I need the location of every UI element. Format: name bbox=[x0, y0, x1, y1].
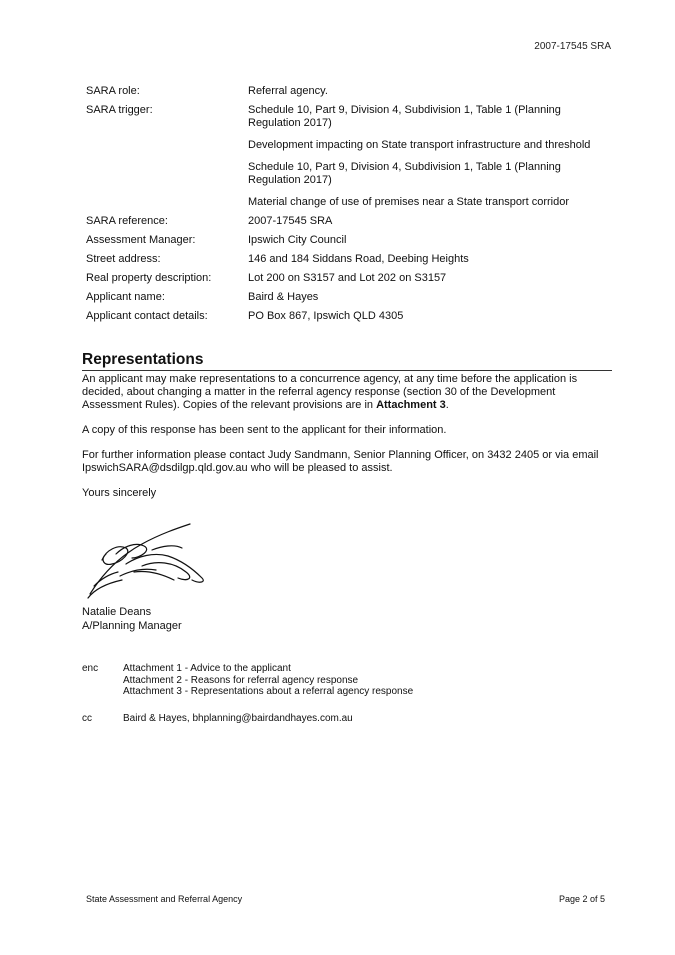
enclosures bbox=[82, 663, 413, 698]
enclosure-item: Attachment 2 - Reasons for referral agency response bbox=[123, 674, 359, 686]
section-heading: Representations bbox=[82, 350, 612, 371]
detail-value: 2007-17545 SRA bbox=[248, 215, 333, 227]
closing-salutation: Yours sincerely bbox=[82, 487, 157, 499]
detail-label: SARA reference: bbox=[86, 215, 168, 227]
detail-value: Referral agency. bbox=[248, 85, 328, 97]
detail-value: Schedule 10, Part 9, Division 4, Subdivision 1, Table 1 (Planning Regulation 2017) bbox=[248, 161, 561, 186]
handwritten-signature bbox=[82, 520, 212, 602]
detail-label: Applicant contact details: bbox=[86, 310, 208, 322]
detail-row-role bbox=[86, 85, 616, 98]
footer-agency: State Assessment and Referral Agency bbox=[86, 894, 243, 904]
detail-value: Material change of use of premises near a State transport corridor bbox=[248, 196, 569, 208]
attachment-reference: Attachment 3 bbox=[376, 399, 446, 411]
detail-row-reference bbox=[86, 215, 616, 228]
representations-paragraph: An applicant may make representations to a concurrence agency, at any time before the application is decided, about changing a matter in the referral agency response (section 30 of the Development Assessment Rules). Copies of the relevant provisions are in Attachment 3. bbox=[82, 373, 578, 411]
contact-paragraph: For further information please contact Judy Sandmann, Senior Planning Officer, on 3432 2405 or via email IpswichSARA@dsdilgp.qld.gov.au who will be pleased to assist. bbox=[82, 449, 599, 474]
cc-tag: cc bbox=[82, 713, 92, 724]
representations-section bbox=[82, 350, 612, 500]
signer-block bbox=[82, 605, 182, 633]
detail-row-applicant-contact bbox=[86, 310, 616, 323]
header-reference: 2007-17545 SRA bbox=[534, 41, 611, 52]
detail-value: Baird & Hayes bbox=[248, 291, 319, 303]
detail-row-property bbox=[86, 272, 616, 285]
copy-sent-paragraph: A copy of this response has been sent to the applicant for their information. bbox=[82, 424, 447, 436]
detail-row-assessment-manager bbox=[86, 234, 616, 247]
enclosure-item: Attachment 1 - Advice to the applicant bbox=[123, 663, 291, 674]
detail-value: PO Box 867, Ipswich QLD 4305 bbox=[248, 310, 404, 322]
detail-row-trigger bbox=[86, 104, 616, 209]
cc-recipient: Baird & Hayes, bhplanning@bairdandhayes.com.au bbox=[123, 713, 353, 724]
details-table bbox=[86, 85, 616, 329]
enclosure-item: Attachment 3 - Representations about a referral agency response bbox=[123, 686, 414, 697]
detail-value: Lot 200 on S3157 and Lot 202 on S3157 bbox=[248, 272, 447, 284]
detail-label: SARA role: bbox=[86, 85, 140, 97]
detail-row-street-address bbox=[86, 253, 616, 266]
detail-value: Ipswich City Council bbox=[248, 234, 347, 246]
page-footer bbox=[86, 894, 605, 904]
detail-label: Street address: bbox=[86, 253, 161, 265]
detail-row-applicant-name bbox=[86, 291, 616, 304]
detail-label: Assessment Manager: bbox=[86, 234, 196, 246]
detail-label: Applicant name: bbox=[86, 291, 165, 303]
carbon-copy bbox=[82, 713, 353, 724]
detail-label: Real property description: bbox=[86, 272, 212, 284]
page-number: Page 2 of 5 bbox=[558, 894, 605, 904]
detail-value: Development impacting on State transport infrastructure and threshold bbox=[248, 139, 591, 151]
enclosures-tag: enc bbox=[82, 663, 99, 674]
detail-label: SARA trigger: bbox=[86, 104, 153, 116]
detail-value: Schedule 10, Part 9, Division 4, Subdivision 1, Table 1 (Planning Regulation 2017) bbox=[248, 104, 561, 129]
signer-name: Natalie Deans bbox=[82, 606, 152, 618]
detail-value: 146 and 184 Siddans Road, Deebing Heights bbox=[248, 253, 469, 265]
signer-title: A/Planning Manager bbox=[82, 620, 182, 632]
